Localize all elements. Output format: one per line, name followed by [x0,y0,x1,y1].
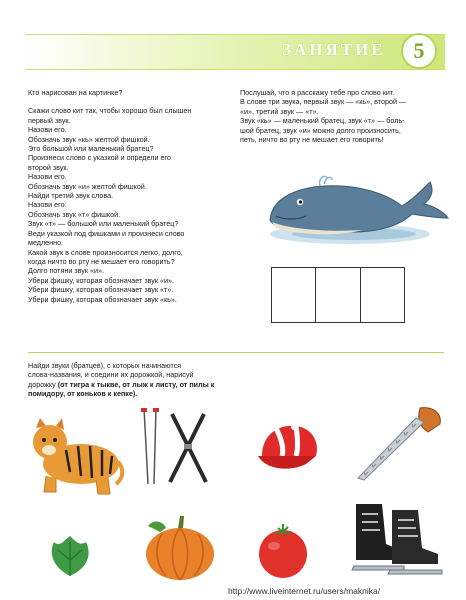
instruction-line: Скажи слово кит так, чтобы хорошо был слышен [28,106,192,116]
tiger-eye [53,438,57,442]
cap-button [291,424,297,430]
section-divider [28,352,444,353]
lesson-number: 5 [413,38,425,63]
instruction-line: второй звук. [28,162,69,172]
task-line [28,389,428,398]
lesson-title: ЗАНЯТИЕ [282,40,386,59]
whale-illustration [262,172,452,252]
instruction-line: Найди третий звук слова. [28,191,114,201]
whale-body [270,182,448,233]
story-line: шой братец, звук «и» можно долго произносить, [240,125,401,135]
skate-blades [352,566,442,574]
instruction-line: Это большой или маленький братец? [28,144,154,154]
saw-picture[interactable] [354,402,446,486]
sound-scheme-grid[interactable] [271,267,405,323]
sound-cell-2[interactable] [316,268,360,322]
saw-handle [419,408,441,432]
task-line-plain: дорожку [28,379,58,389]
pumpkin-stem [178,516,184,528]
instruction-line: Убери фишку, которая обозначает звук «и». [28,275,175,285]
instruction-line: Долго потяни звук «и». [28,266,105,276]
instruction-line: Произнеси слово с указкой и определи его [28,153,171,163]
skates-picture[interactable] [346,494,446,580]
pumpkin-leaf [148,522,166,532]
story-line: петь, ничто во рту не мешает его говорить! [240,135,384,145]
watermark: http://www.liveinternet.ru/users/maknika/ [228,586,381,596]
instruction-line: Обозначь звук «т» фишкой. [28,209,121,219]
pumpkin-body [146,528,214,580]
right-story [240,88,450,144]
cap-crown [262,426,317,456]
left-instructions [28,88,228,304]
task-line: слова-названия, и соедини их дорожкой, нарисуй [28,370,194,380]
skis-picture[interactable] [136,404,210,486]
task-line [28,380,428,389]
story-line: Послушай, что я расскажу тебе про слово кит. [240,88,395,97]
tiger-muzzle [42,445,56,455]
tomato-highlight [268,542,280,550]
ski-pole [144,408,148,484]
instruction-line: Звук «т» — большой или маленький братец? [28,219,179,229]
pole-grip [141,408,147,412]
task-line: Найди звуки (братцев), с которых начинаются [28,361,182,370]
task-line-bold: помидору, от коньков к кепке). [28,389,138,399]
tomato-picture[interactable] [252,520,314,580]
sound-cell-1[interactable] [272,268,316,322]
tomato-body [259,530,307,578]
whale-spout [320,176,332,186]
pumpkin-picture[interactable] [140,504,220,584]
story-line: В слове три звука, первый звук — «кь», второй — [240,97,407,107]
instruction-line: Веди указкой под фишками и произнеси слово [28,228,185,238]
instruction-line: Обозначь звук «и» желтой фишкой. [28,181,147,191]
whale-pupil [299,200,302,203]
story-line: «и», третий звук — «т». [240,106,319,116]
spacer [28,97,228,106]
tiger-picture[interactable] [26,412,126,498]
instruction-line: Назови его. [28,172,67,182]
skate-boot [392,510,438,564]
pole-grip [153,408,159,412]
leaf-picture[interactable] [44,532,96,580]
instruction-line: Убери фишку, которая обозначает звук «кь». [28,294,177,304]
sound-cell-3[interactable] [361,268,404,322]
task-two-instructions [28,361,428,399]
lesson-number-badge [401,33,437,69]
instruction-line: медленно. [28,238,64,248]
ski-pole [154,408,156,484]
instruction-line: Какой звук в слове произносится легко, долго, [28,247,183,257]
instruction-line: первый звук. [28,115,71,125]
instruction-line: Обозначь звук «кь» желтой фишкой. [28,134,150,144]
ski-binding [184,444,192,449]
task-line-bold: (от тигра к тыкве, от лыж к листу, от пилы к [57,379,215,389]
instruction-line: Назови его. [28,200,67,210]
instruction-line: Убери фишку, которая обозначает звук «т». [28,285,174,295]
instruction-line: Кто нарисован на картинке? [28,88,123,97]
story-line: Звук «кь» — маленький братец, звук «т» — боль- [240,116,405,126]
tomato-stem [276,524,290,534]
cap-visor [258,456,316,469]
instruction-line: Назови его. [28,125,67,135]
instruction-line: когда ничто во рту не мешает его говорить? [28,256,175,266]
cap-picture[interactable] [256,420,326,478]
tiger-eye [42,438,46,442]
